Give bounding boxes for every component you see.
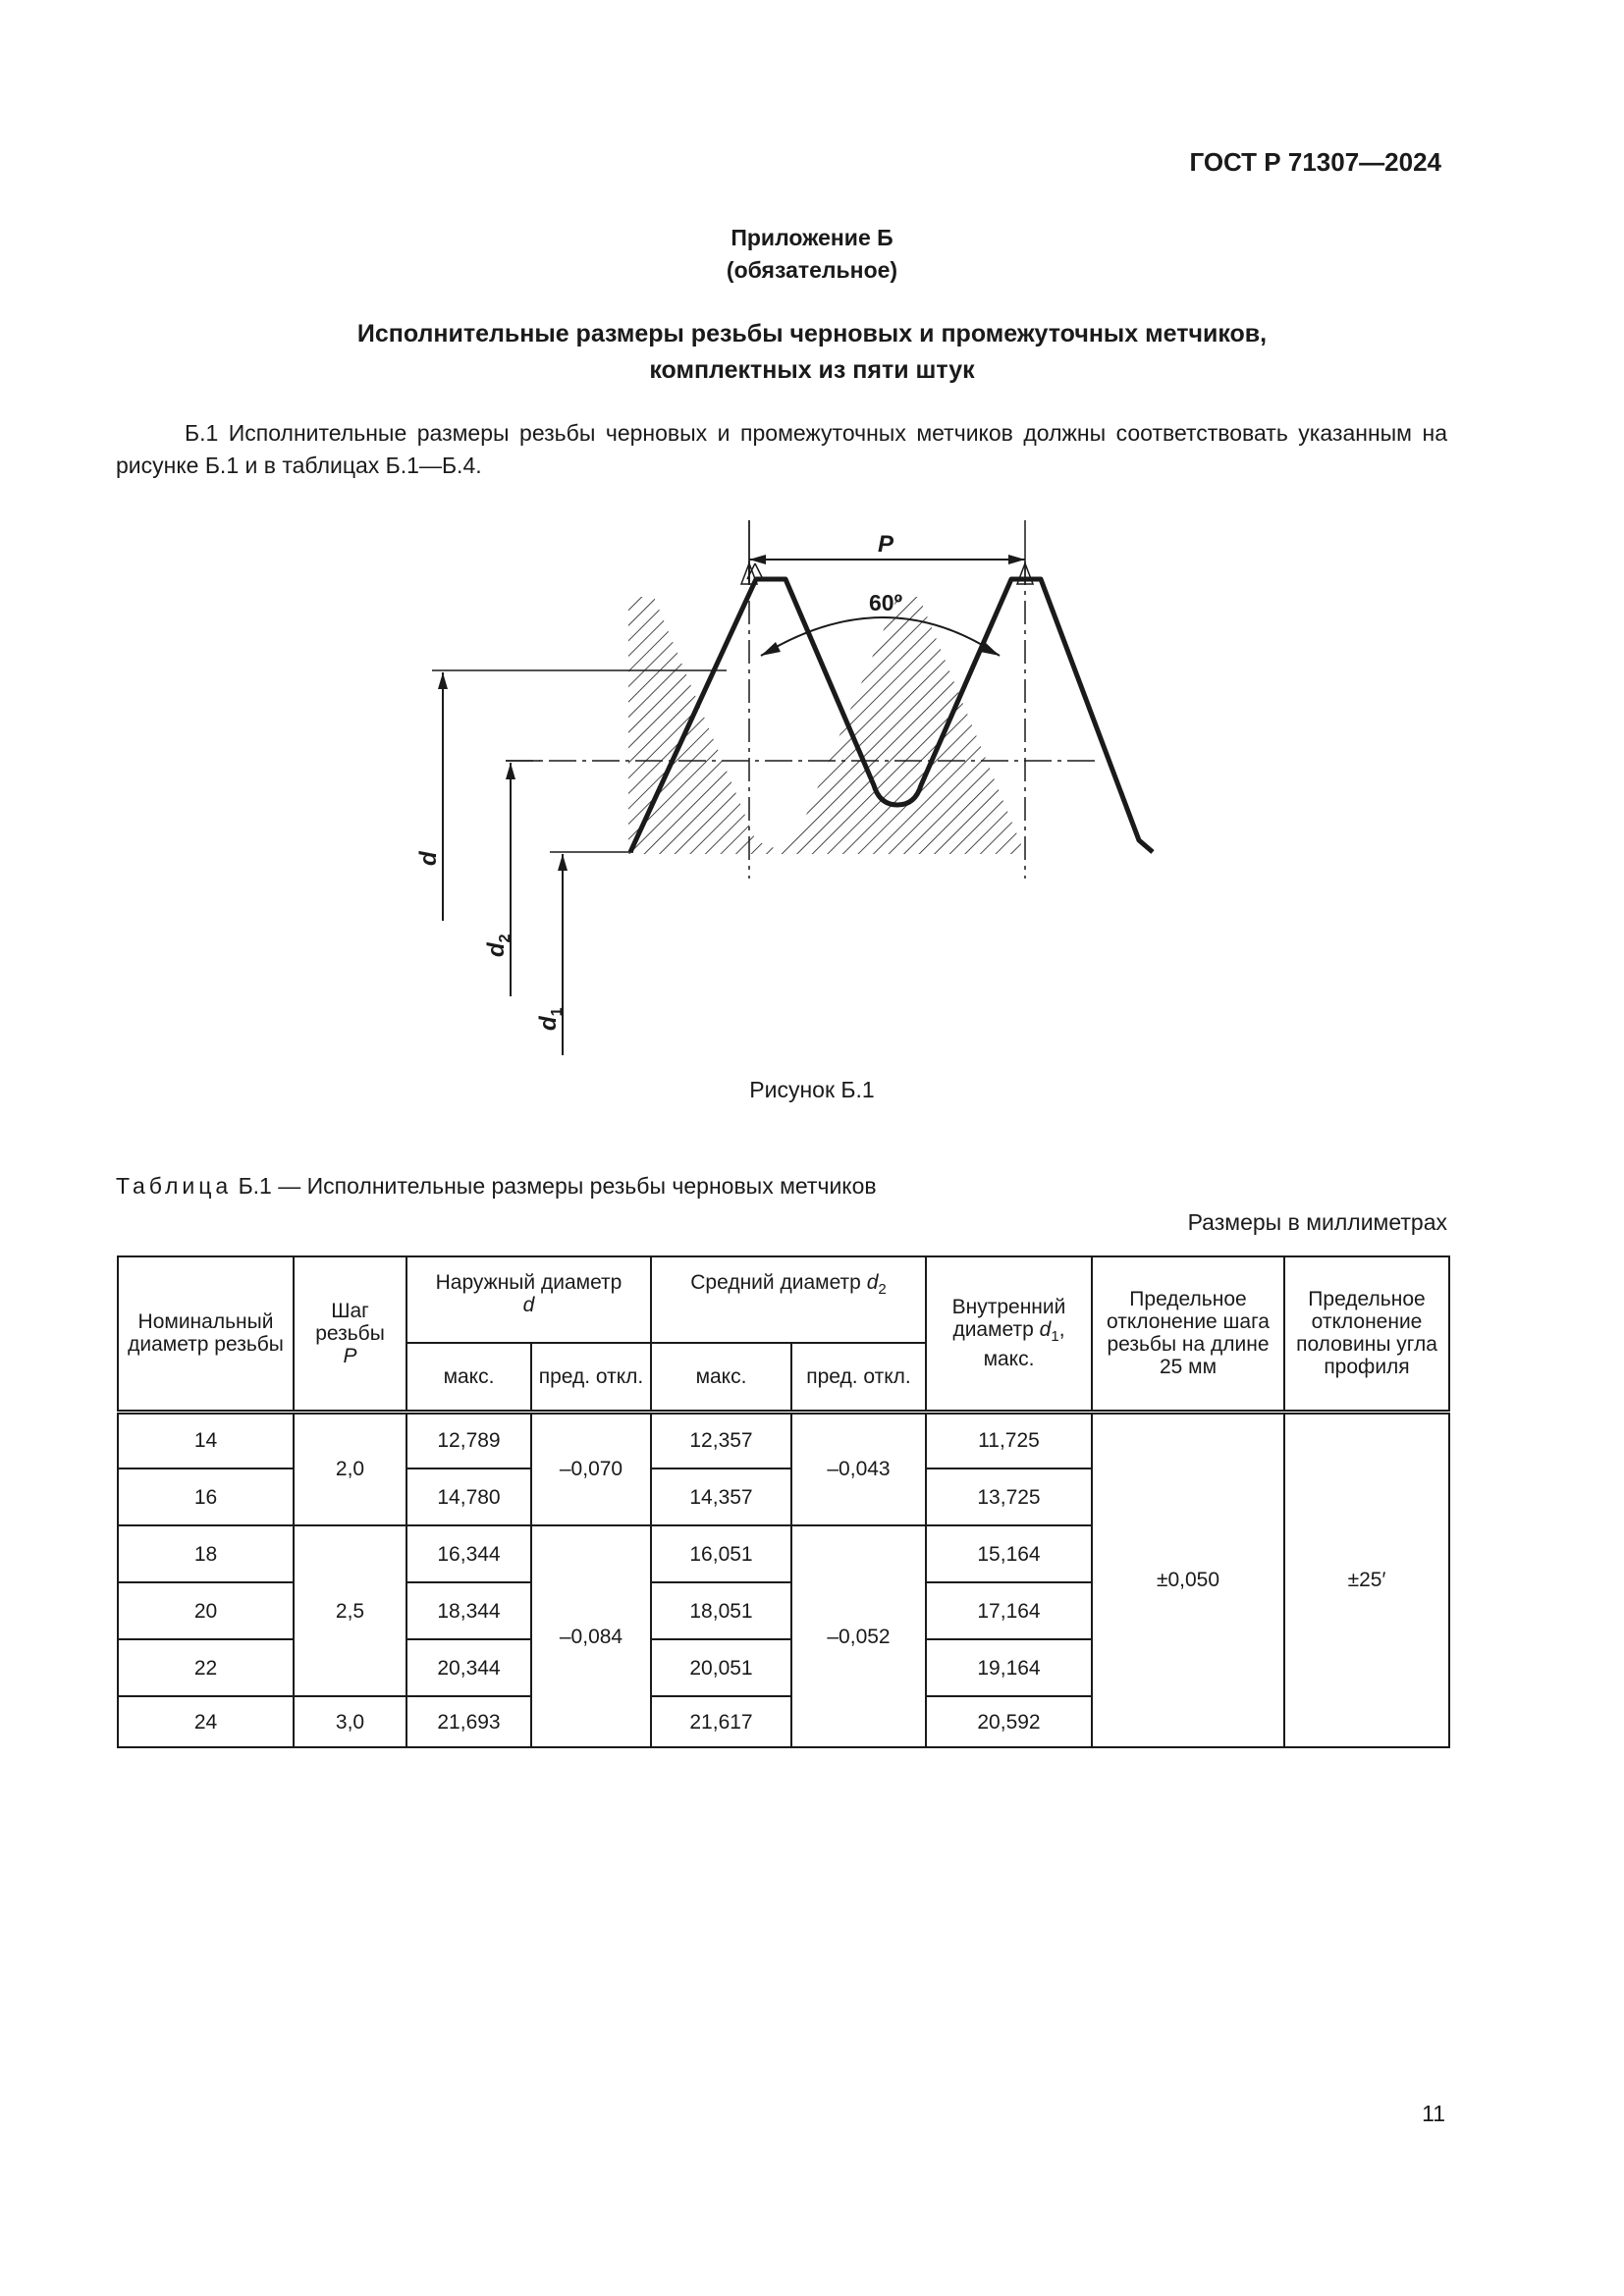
cell-outer-max: 18,344 — [406, 1582, 531, 1639]
cell-mid-max: 20,051 — [651, 1639, 791, 1696]
header-pitch-deviation: Предельное отклонение шага резьбы на длине 25 мм — [1092, 1256, 1284, 1412]
header-mid-max: макс. — [651, 1343, 791, 1412]
table-units: Размеры в миллиметрах — [1187, 1209, 1447, 1235]
table-b1 — [117, 1255, 1450, 1748]
header-angle-deviation: Предельное отклонение половины угла профиля — [1284, 1256, 1449, 1412]
cell-inner-max: 11,725 — [926, 1412, 1092, 1468]
cell-nominal: 16 — [118, 1468, 294, 1525]
d1-label: $d_1$ — [535, 1007, 566, 1031]
table-caption-text: Б.1 — Исполнительные размеры резьбы черновых метчиков — [238, 1173, 877, 1199]
figure-caption: Рисунок Б.1 — [749, 1077, 875, 1102]
header-inner-diameter: Внутренний диаметр $d_1$, макс. — [926, 1256, 1092, 1412]
cell-mid-dev: –0,052 — [791, 1525, 926, 1747]
annex-heading — [0, 316, 1624, 389]
cell-inner-max: 19,164 — [926, 1639, 1092, 1696]
annex-title: Приложение Б — [731, 225, 893, 250]
cell-mid-max: 21,617 — [651, 1696, 791, 1747]
cell-nominal: 24 — [118, 1696, 294, 1747]
cell-mid-max: 12,357 — [651, 1412, 791, 1468]
annex-heading-line-2: комплектных из пяти штук — [649, 356, 975, 384]
header-outer-diameter: Наружный диаметр d — [406, 1256, 651, 1343]
header-nominal-diameter: Номинальный диаметр резьбы — [118, 1256, 294, 1412]
cell-mid-dev: –0,043 — [791, 1412, 926, 1525]
page-number: 11 — [1422, 2101, 1445, 2126]
d-label: d — [415, 851, 442, 866]
cell-inner-max: 13,725 — [926, 1468, 1092, 1525]
cell-nominal: 20 — [118, 1582, 294, 1639]
table-caption — [116, 1173, 877, 1200]
cell-pitch-deviation: ±0,050 — [1092, 1412, 1284, 1747]
header-mid-diameter: Средний диаметр $d_2$ — [651, 1256, 926, 1343]
cell-outer-max: 16,344 — [406, 1525, 531, 1582]
header-mid-dev: пред. откл. — [791, 1343, 926, 1412]
cell-pitch: 2,5 — [294, 1525, 406, 1696]
cell-outer-max: 14,780 — [406, 1468, 531, 1525]
table-row — [118, 1412, 1449, 1468]
annex-status: (обязательное) — [726, 257, 898, 283]
paragraph-b1 — [116, 417, 1447, 482]
cell-pitch: 3,0 — [294, 1696, 406, 1747]
cell-outer-dev: –0,084 — [531, 1525, 651, 1747]
d2-label: $d_2$ — [483, 934, 514, 957]
cell-mid-max: 16,051 — [651, 1525, 791, 1582]
angle-label: 60º — [869, 590, 902, 615]
cell-inner-max: 17,164 — [926, 1582, 1092, 1639]
cell-inner-max: 20,592 — [926, 1696, 1092, 1747]
cell-pitch: 2,0 — [294, 1412, 406, 1525]
cell-nominal: 18 — [118, 1525, 294, 1582]
header-pitch: Шаг резьбы P — [294, 1256, 406, 1412]
cell-outer-dev: –0,070 — [531, 1412, 651, 1525]
cell-nominal: 14 — [118, 1412, 294, 1468]
cell-outer-max: 21,693 — [406, 1696, 531, 1747]
cell-nominal: 22 — [118, 1639, 294, 1696]
cell-mid-max: 18,051 — [651, 1582, 791, 1639]
thread-profile-figure — [412, 520, 1159, 1070]
header-outer-dev: пред. откл. — [531, 1343, 651, 1412]
cell-outer-max: 12,789 — [406, 1412, 531, 1468]
header-outer-max: макс. — [406, 1343, 531, 1412]
cell-angle-deviation: ±25′ — [1284, 1412, 1449, 1747]
cell-inner-max: 15,164 — [926, 1525, 1092, 1582]
pitch-label: P — [877, 531, 894, 558]
annex-heading-line-1: Исполнительные размеры резьбы черновых и промежуточных метчиков, — [356, 320, 1268, 347]
table-caption-prefix: Таблица — [116, 1173, 233, 1199]
document-code: ГОСТ Р 71307—2024 — [1189, 147, 1441, 177]
cell-mid-max: 14,357 — [651, 1468, 791, 1525]
paragraph-b1-text: Б.1 Исполнительные размеры резьбы черновых и промежуточных метчиков должны соответствовать указанным на рисунке Б.1 и в таблицах Б.1—Б.4. — [116, 420, 1447, 478]
cell-outer-max: 20,344 — [406, 1639, 531, 1696]
